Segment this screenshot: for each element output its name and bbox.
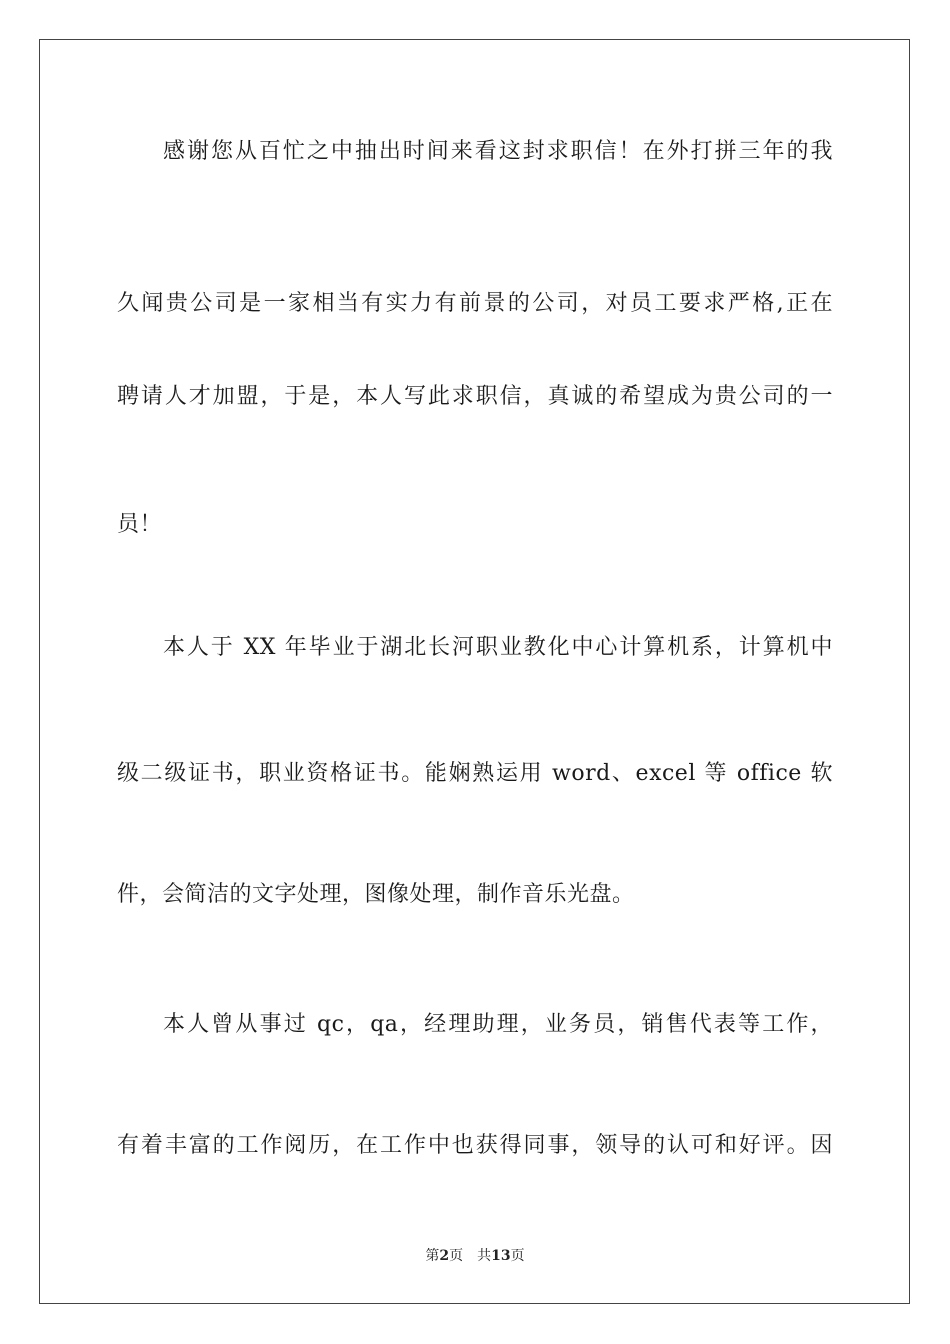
paragraph-1-line-3: 聘请人才加盟，于是，本人写此求职信，真诚的希望成为贵公司的一 <box>117 384 833 409</box>
footer-total-number: 13 <box>491 1248 511 1264</box>
footer-total-prefix: 共 <box>477 1248 492 1264</box>
paragraph-1-line-2: 久闻贵公司是一家相当有实力有前景的公司，对员工要求严格,正在 <box>117 291 833 316</box>
footer-page-number: 2 <box>439 1248 450 1264</box>
paragraph-3-line-1: 本人曾从事过 qc，qa，经理助理，业务员，销售代表等工作， <box>163 1012 833 1037</box>
paragraph-1-line-4: 员！ <box>117 512 163 537</box>
paragraph-3-line-2: 有着丰富的工作阅历，在工作中也获得同事，领导的认可和好评。因 <box>117 1133 833 1158</box>
footer-total-suffix: 页 <box>510 1248 525 1264</box>
paragraph-2-line-3: 件，会简洁的文字处理，图像处理，制作音乐光盘。 <box>117 882 635 907</box>
page-footer <box>0 1246 950 1266</box>
page-border <box>39 39 910 1304</box>
footer-page-prefix: 第 <box>425 1248 440 1264</box>
paragraph-2-line-1: 本人于 XX 年毕业于湖北长河职业教化中心计算机系，计算机中 <box>163 635 833 660</box>
footer-page-suffix: 页 <box>449 1248 464 1264</box>
paragraph-2-line-2: 级二级证书，职业资格证书。能娴熟运用 word、excel 等 office 软 <box>117 761 833 786</box>
paragraph-1-line-1: 感谢您从百忙之中抽出时间来看这封求职信！在外打拼三年的我 <box>163 139 833 164</box>
